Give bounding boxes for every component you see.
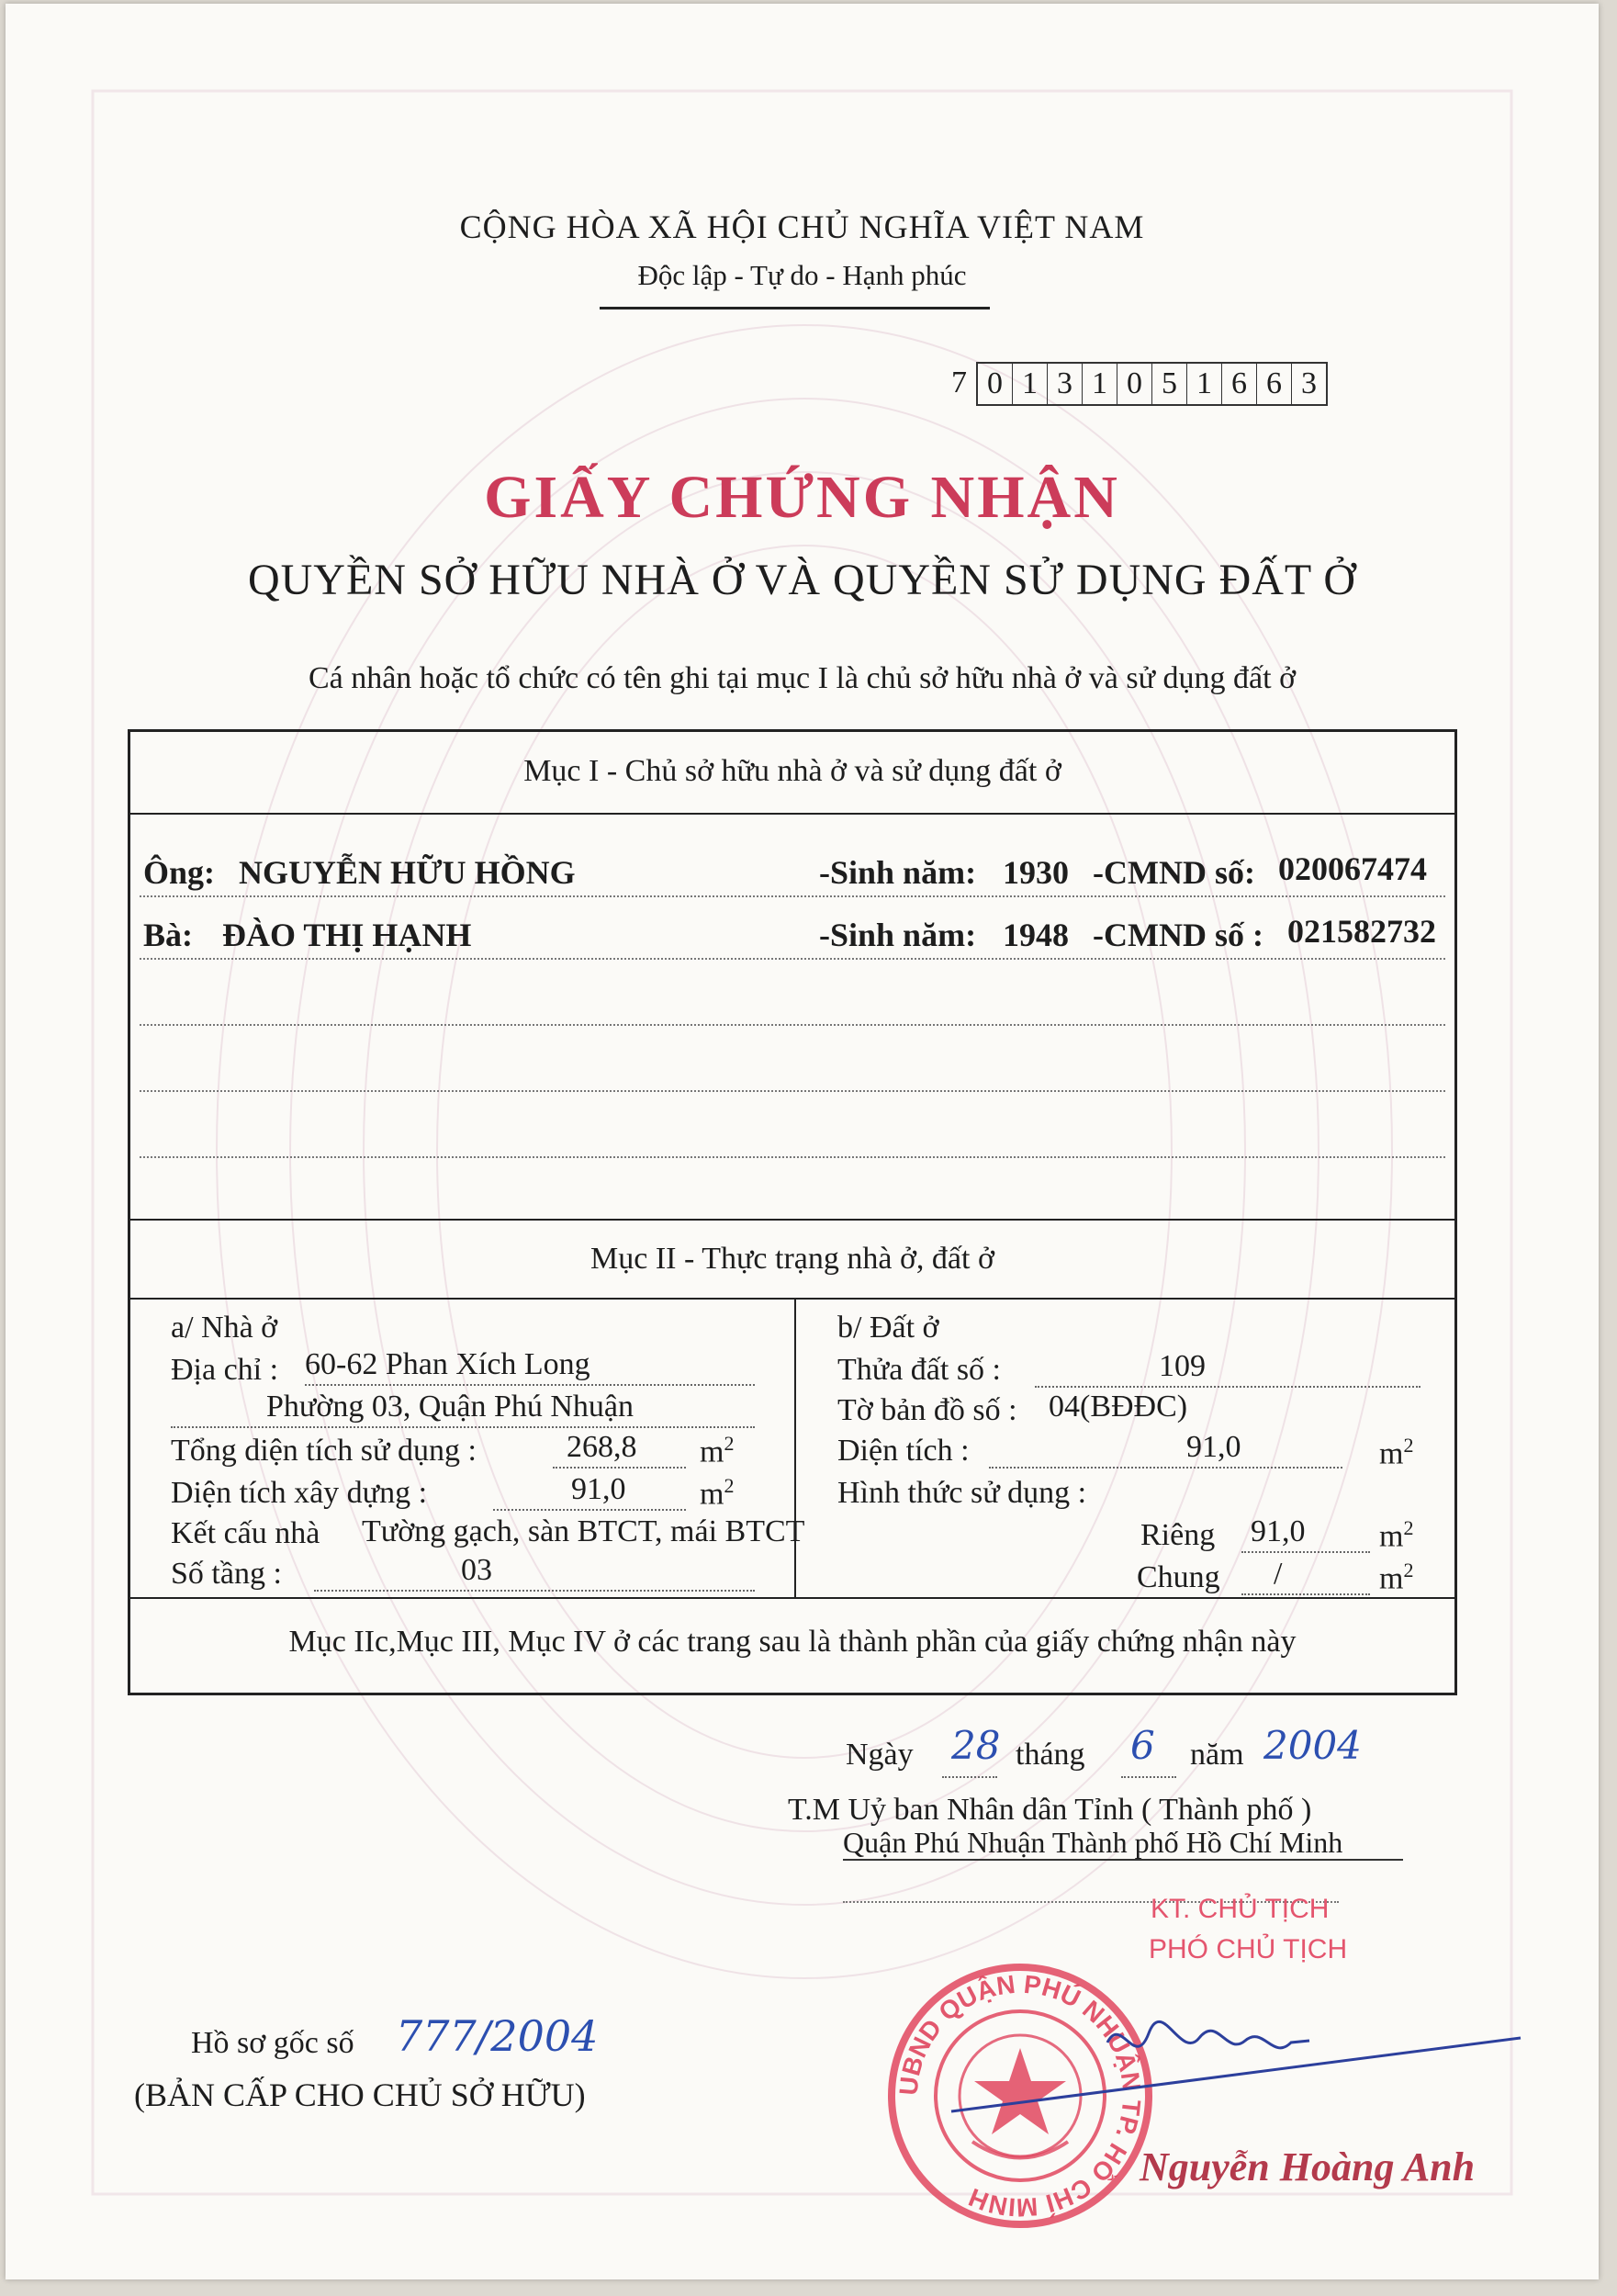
date-day: 28 <box>951 1723 1001 1768</box>
seal-text: UBND QUẬN PHÚ NHUẬN TP. HỒ CHÍ MINH <box>893 1969 1147 2223</box>
section2-heading: Mục II - Thực trạng nhà ở, đất ở <box>590 1242 994 1276</box>
divider <box>130 813 1454 815</box>
record-label: Hồ sơ gốc số <box>191 2026 354 2060</box>
dotted-line <box>140 1024 1445 1026</box>
unit-m: m <box>700 1477 724 1512</box>
country-header: CỘNG HÒA XÃ HỘI CHỦ NGHĨA VIỆT NAM <box>459 208 1145 245</box>
dotted-line <box>1241 1593 1370 1595</box>
serial-prefix: 7 <box>951 366 967 400</box>
record-number: 777/2004 <box>396 2011 599 2061</box>
owner2-prefix: Bà: <box>143 917 193 953</box>
owner1-id-label: -CMND số: <box>1093 854 1255 891</box>
unit-m: m <box>700 1435 724 1469</box>
authority-line1: T.M Uỷ ban Nhân dân Tỉnh ( Thành phố ) <box>788 1793 1312 1827</box>
authority-line2: Quận Phú Nhuận Thành phố Hồ Chí Minh <box>843 1826 1343 1859</box>
serial-digit: 6 <box>1257 364 1292 404</box>
owner2-id: 021582732 <box>1287 913 1436 950</box>
signer-name: Nguyễn Hoàng Anh <box>1140 2144 1476 2189</box>
date-month: 6 <box>1130 1723 1155 1768</box>
dotted-line <box>140 958 1445 960</box>
address-line2: Phường 03, Quận Phú Nhuận <box>266 1390 634 1424</box>
serial-digit: 3 <box>1301 366 1317 400</box>
owner2-name: ĐÀO THỊ HẠNH <box>222 917 472 953</box>
copy-note: (BẢN CẤP CHO CHỦ SỞ HỮU) <box>134 2077 586 2113</box>
date-year-label: năm <box>1190 1738 1244 1772</box>
address-label: Địa chỉ : <box>171 1353 279 1387</box>
dotted-line <box>989 1467 1342 1469</box>
dotted-line <box>314 1590 755 1592</box>
house-heading: a/ Nhà ở <box>171 1311 278 1345</box>
shared-label: Chung <box>1137 1560 1220 1594</box>
plot-label: Thửa đất số : <box>837 1353 1002 1387</box>
serial-digit: 5 <box>1152 364 1187 404</box>
owner1-birth-year: 1930 <box>1003 854 1069 891</box>
kt-chairman: KT. CHỦ TỊCH <box>1151 1894 1330 1924</box>
vice-chairman-title: PHÓ CHỦ TỊCH <box>1149 1934 1348 1964</box>
dotted-line <box>553 1467 686 1469</box>
serial-digit: 1 <box>1083 364 1117 404</box>
owner2-birth-label: -Sinh năm: <box>819 917 977 953</box>
document-subtitle: QUYỀN SỞ HỮU NHÀ Ở VÀ QUYỀN SỬ DỤNG ĐẤT Ở <box>247 556 1357 604</box>
unit-m: m <box>1379 1519 1404 1554</box>
date-month-label: tháng <box>1016 1738 1085 1772</box>
owner1-name: NGUYỄN HỮU HỒNG <box>239 854 576 891</box>
land-heading: b/ Đất ở <box>837 1311 939 1345</box>
address-line1: 60-62 Phan Xích Long <box>305 1347 590 1381</box>
structure-label: Kết cấu nhà <box>171 1516 320 1550</box>
floors-label: Số tầng : <box>171 1557 282 1591</box>
document-title: GIẤY CHỨNG NHẬN <box>484 464 1120 531</box>
dotted-line <box>942 1776 997 1778</box>
map-value: 04(BĐĐC) <box>1049 1390 1188 1424</box>
unit-m: m <box>1379 1561 1404 1596</box>
dotted-line <box>140 1156 1445 1158</box>
divider <box>130 1597 1454 1599</box>
owner2-id-label: -CMND số : <box>1093 917 1263 953</box>
usage-label: Hình thức sử dụng : <box>837 1476 1087 1510</box>
date-year: 2004 <box>1263 1723 1362 1768</box>
serial-digit: 3 <box>1048 364 1083 404</box>
structure-value: Tường gạch, sàn BTCT, mái BTCT <box>362 1514 805 1548</box>
dotted-line <box>140 895 1445 897</box>
serial-digit: 6 <box>1222 364 1257 404</box>
map-label: Tờ bản đồ số : <box>837 1393 1017 1427</box>
dotted-line <box>1121 1776 1176 1778</box>
footer-note: Mục IIc,Mục III, Mục IV ở các trang sau là thành phần của giấy chứng nhận này <box>288 1625 1297 1659</box>
dotted-line <box>1241 1551 1370 1553</box>
unit-m: m <box>1379 1436 1404 1471</box>
total-area-label: Tổng diện tích sử dụng : <box>171 1434 477 1468</box>
private-value: 91,0 <box>1251 1514 1306 1548</box>
owner1-id: 020067474 <box>1278 850 1427 887</box>
serial-number-boxes <box>976 362 1328 406</box>
section1-heading: Mục I - Chủ sở hữu nhà ở và sử dụng đất ở <box>523 754 1061 788</box>
signature-scribble <box>924 2006 1530 2125</box>
divider <box>130 1219 1454 1221</box>
total-area-value: 268,8 <box>567 1430 637 1464</box>
dotted-line <box>305 1384 755 1386</box>
divider <box>130 1298 1454 1300</box>
plot-value: 109 <box>1159 1349 1206 1383</box>
land-area-label: Diện tích : <box>837 1434 970 1468</box>
land-area-value: 91,0 <box>1186 1430 1241 1464</box>
intro-text: Cá nhân hoặc tổ chức có tên ghi tại mục I là chủ sở hữu nhà ở và sử dụng đất ở <box>308 661 1297 695</box>
owner1-birth-label: -Sinh năm: <box>819 854 977 891</box>
motto: Độc lập - Tự do - Hạnh phúc <box>637 259 967 291</box>
owner1-prefix: Ông: <box>143 854 216 891</box>
dotted-line <box>493 1509 686 1511</box>
private-label: Riêng <box>1140 1518 1216 1552</box>
serial-digit: 1 <box>1013 364 1048 404</box>
date-day-label: Ngày <box>846 1738 914 1772</box>
owner2-birth-year: 1948 <box>1003 917 1069 953</box>
built-area-label: Diện tích xây dựng : <box>171 1476 428 1510</box>
dotted-line <box>171 1426 755 1428</box>
built-area-value: 91,0 <box>571 1472 626 1506</box>
floors-value: 03 <box>461 1553 492 1587</box>
serial-digit: 0 <box>978 364 1013 404</box>
serial-digit: 0 <box>1117 364 1152 404</box>
dotted-line <box>140 1090 1445 1092</box>
column-divider <box>794 1298 796 1597</box>
serial-digit: 1 <box>1187 364 1222 404</box>
dotted-line <box>1035 1386 1420 1388</box>
authority-underline <box>843 1859 1403 1861</box>
certificate-page <box>6 4 1599 2279</box>
certificate-table: Mục I - Chủ sở hữu nhà ở và sử dụng đất ở Ông: NGUYỄN HỮU HỒNG -Sinh năm: 1930 -CMND số: 020067474 Bà: ĐÀO THỊ HẠNH -Sinh năm: 1948 -CMND số : 021582732 Mục II - Thực trạng nhà ở, đất ở a/ Nhà ở Địa chỉ : 60-62 Phan Xích Long Phường 03, Quận Phú Nhuận Tổng diện tích sử dụng : 268,8 $m^2$ Diện tích xây dựng : 91,0 $m^2$ Kết cấu nhà Tường gạch, sàn BTCT, mái BTCT Số tầng : 03 b/ Đất ở Thửa đất số : 109 Tờ bản đồ số : 04(BĐĐC) Diện tích : 91,0 $m^2$ Hình thức sử dụng : Riêng 91,0 $m^2$ Chung / $m^2$ Mục IIc,Mục III, Mục IV ở các trang sau là thành phần của giấy chứng nhận này <box>128 729 1457 1695</box>
shared-value: / <box>1274 1557 1283 1591</box>
header-underline <box>600 307 990 310</box>
